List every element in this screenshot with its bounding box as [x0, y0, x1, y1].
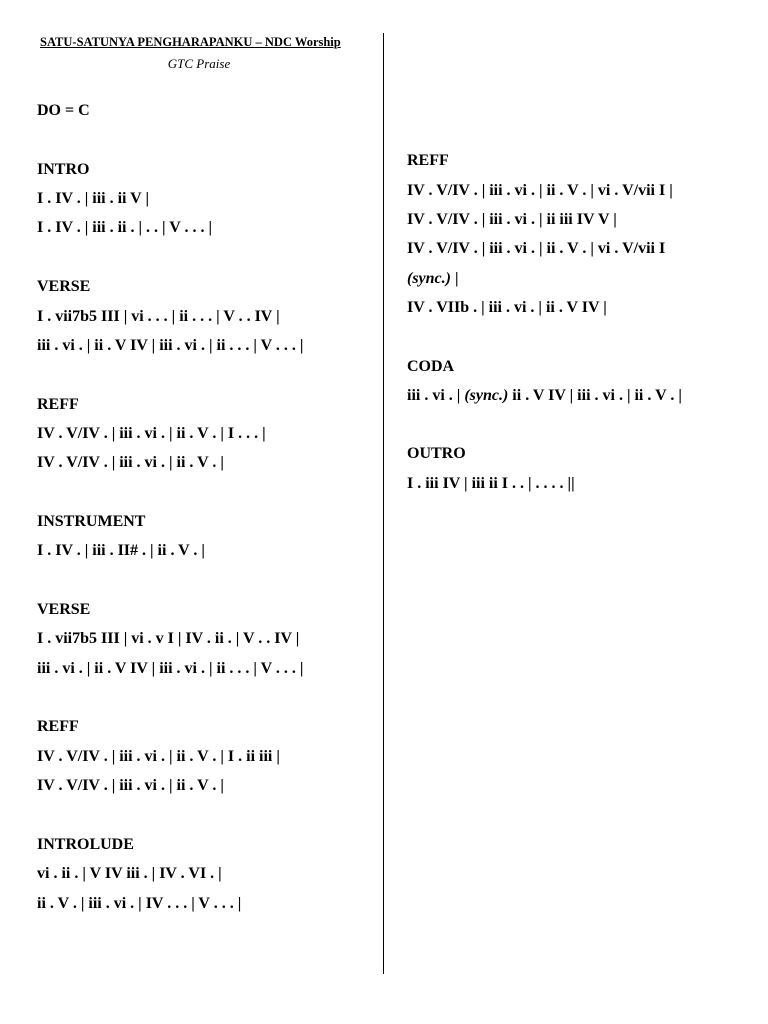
reff3-line-3: IV . V/IV . | iii . vi . | ii . V . | vi . V/vii I: [407, 240, 666, 257]
introlude-line-1: vi . ii . | V IV iii . | IV . VI . |: [37, 865, 222, 882]
key-signature: DO = C: [37, 102, 90, 119]
song-subtitle: GTC Praise: [167, 56, 231, 71]
verse1-heading: VERSE: [37, 278, 91, 295]
coda-heading: CODA: [407, 358, 455, 375]
intro-heading: INTRO: [37, 161, 90, 178]
reff3-line-5: IV . VIIb . | iii . vi . | ii . V IV |: [407, 299, 607, 316]
column-divider: [383, 33, 384, 974]
introlude-line-2: ii . V . | iii . vi . | IV . . . | V . . . |: [37, 895, 242, 912]
instrument-line-1: I . IV . | iii . II# . | ii . V . |: [37, 542, 205, 559]
reff1-heading: REFF: [37, 396, 79, 413]
instrument-heading: INSTRUMENT: [37, 513, 146, 530]
outro-heading: OUTRO: [407, 445, 466, 462]
verse1-line-1: I . vii7b5 III | vi . . . | ii . . . | V . . IV |: [37, 308, 280, 325]
reff3-line-4: [407, 269, 459, 289]
reff3-line-1: IV . V/IV . | iii . vi . | ii . V . | vi . V/vii I |: [407, 182, 673, 199]
reff2-line-1: IV . V/IV . | iii . vi . | ii . V . | I . ii iii |: [37, 748, 280, 765]
coda-line-end: ii . V IV | iii . vi . | ii . V . |: [508, 387, 682, 404]
reff3-line-4-rest: |: [450, 270, 459, 287]
coda-line: [407, 386, 682, 406]
reff3-line-2: IV . V/IV . | iii . vi . | ii iii IV V |: [407, 211, 617, 228]
coda-line-start: iii . vi . |: [407, 387, 465, 404]
coda-sync-annotation: (sync.): [464, 387, 509, 404]
reff2-heading: REFF: [37, 718, 79, 735]
intro-line-1: I . IV . | iii . ii V |: [37, 190, 149, 207]
intro-line-2: I . IV . | iii . ii . | . . | V . . . |: [37, 219, 213, 236]
song-title: SATU-SATUNYA PENGHARAPANKU – NDC Worship: [40, 35, 341, 49]
verse2-heading: VERSE: [37, 601, 91, 618]
verse1-line-2: iii . vi . | ii . V IV | iii . vi . | ii . . . | V . . . |: [37, 337, 304, 354]
sync-annotation: (sync.): [407, 270, 451, 287]
introlude-heading: INTROLUDE: [37, 836, 134, 853]
reff3-heading: REFF: [407, 152, 449, 169]
verse2-line-1: I . vii7b5 III | vi . v I | IV . ii . | V . . IV |: [37, 630, 300, 647]
verse2-line-2: iii . vi . | ii . V IV | iii . vi . | ii . . . | V . . . |: [37, 660, 304, 677]
reff1-line-1: IV . V/IV . | iii . vi . | ii . V . | I . . . |: [37, 425, 266, 442]
reff2-line-2: IV . V/IV . | iii . vi . | ii . V . |: [37, 777, 224, 794]
outro-line: I . iii IV | iii ii I . . | . . . . ||: [407, 475, 575, 492]
reff1-line-2: IV . V/IV . | iii . vi . | ii . V . |: [37, 454, 224, 471]
